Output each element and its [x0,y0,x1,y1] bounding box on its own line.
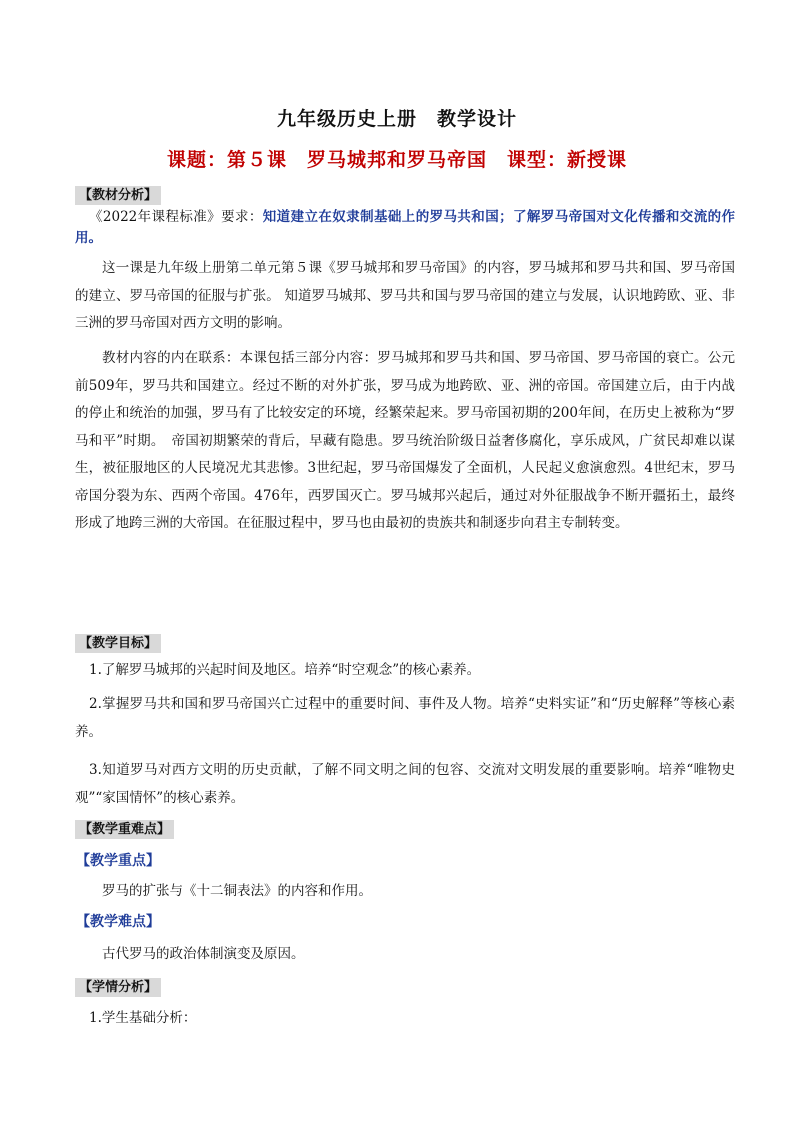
section-teaching-goals: 【教学目标】 [75,634,161,653]
goal-3: 3.知道罗马对西方文明的历史贡献，了解不同文明之间的包容、交流对文明发展的重要影响。培养“唯物史观”“家国情怀”的核心素养。 [75,762,735,806]
curriculum-standard [75,207,735,249]
key-points-text: 罗马的扩张与《十二铜表法》的内容和作用。 [102,883,372,899]
material-paragraph-1: 这一课是九年级上册第二单元第５课《罗马城邦和罗马帝国》的内容，罗马城邦和罗马共和国、罗马帝国的建立、罗马帝国的征服与扩张。 知道罗马城邦、罗马共和国与罗马帝国的建立与发展，认识地跨欧、亚、非三洲的罗马帝国对西方文明的影响。 [75,260,735,331]
goal-2: 2.掌握罗马共和国和罗马帝国兴亡过程中的重要时间、事件及人物。培养“史料实证”和“历史解释”等核心素养。 [75,696,735,740]
section-material-analysis: 【教材分析】 [75,186,161,205]
student-basis-heading: 1.学生基础分析： [89,1010,197,1026]
section-student-analysis: 【学情分析】 [75,978,161,997]
document-title: 九年级历史上册 教学设计 [276,108,517,130]
material-paragraph-2: 教材内容的内在联系：本课包括三部分内容：罗马城邦和罗马共和国、罗马帝国、罗马帝国的衰亡。公元前509年，罗马共和国建立。经过不断的对外扩张，罗马成为地跨欧、亚、洲的帝国。帝国建立后，由于内战的停止和统治的加强，罗马有了比较安定的环境，经繁荣起来。罗马帝国初期的200年间，在历史上被称为“罗马和平”时期。 帝国初期繁荣的背后，早藏有隐患。罗马统治阶级日益奢侈腐化，享乐成风，广贫民却难以谋生，被征服地区的人民境况尤其悲惨。3世纪起，罗马帝国爆发了全面机，人民起义愈演愈烈。4世纪末，罗马帝国分裂为东、西两个帝国。476年，西罗国灭亡。罗马城邦兴起后，通过对外征服战争不断开疆拓土，最终形成了地跨三洲的大帝国。在征服过程中，罗马也由最初的贵族共和制逐步向君主专制转变。 [75,350,735,531]
standard-requirement: 知道建立在奴隶制基础上的罗马共和国；了解罗马帝国对文化传播和交流的作用。 [75,209,736,246]
difficult-points-text: 古代罗马的政治体制演变及原因。 [102,946,305,962]
subsection-key-points: 【教学重点】 [76,853,160,869]
lesson-subtitle: 课题：第５课 罗马城邦和罗马帝国 课型：新授课 [166,149,627,171]
goal-1: 1.了解罗马城邦的兴起时间及地区。培养“时空观念”的核心素养。 [89,662,481,678]
subsection-difficult-points: 【教学难点】 [76,914,160,930]
standard-prefix: 《2022年课程标准》要求： [89,209,263,225]
section-key-difficult-points: 【教学重难点】 [75,820,174,839]
